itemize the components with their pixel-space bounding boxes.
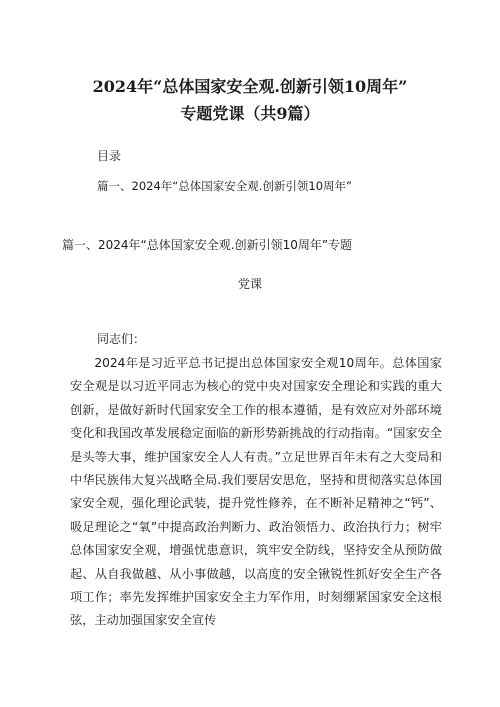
- document-title-line-1: 2024年“总体国家安全观.创新引领10周年”: [92, 77, 408, 96]
- body-paragraph: 2024年是习近平总书记提出总体国家安全观10周年。总体国家安全观是以习近平同志为核心的党中央对国家安全理论和实践的重大创新，是做好新时代国家安全工作的根本遵循，是有效应对外部环境变化和我国改革发展稳定面临的新形势新挑战的行动指南。“国家安全是头等大事，维护国家安全人人有责。”立足世界百年未有之大变局和中华民族伟大复兴战略全局.我们要居安思危，坚持和贯彻落实总体国家安全观，强化理论武装，提升党性修养，在不断补足精神之“钙”、吸足理论之“氧”中提高政治判断力、政治领悟力、政治执行力；树牢总体国家安全观，增强忧患意识，筑牢安全防线，坚持安全从预防做起、从自我做越、从小事做越，以高度的安全锹锐性抓好安全生产各项工作；率先发挥维护国家安全主力军作用，时刻绷紧国家安全这根弦，主动加强国家安全宣传: [70, 356, 442, 628]
- salutation: 同志们：: [97, 332, 146, 346]
- document-title-line-2: 专题党课（共9篇）: [180, 104, 320, 123]
- toc-item[interactable]: 篇一、2024年“总体国家安全观.创新引领10周年”: [97, 179, 352, 193]
- toc-heading: 目录: [97, 149, 122, 163]
- section-heading-line-1: 篇一、2024年“总体国家安全观.创新引领10周年”专题: [62, 238, 353, 252]
- section-heading-line-2: 党课: [237, 277, 262, 291]
